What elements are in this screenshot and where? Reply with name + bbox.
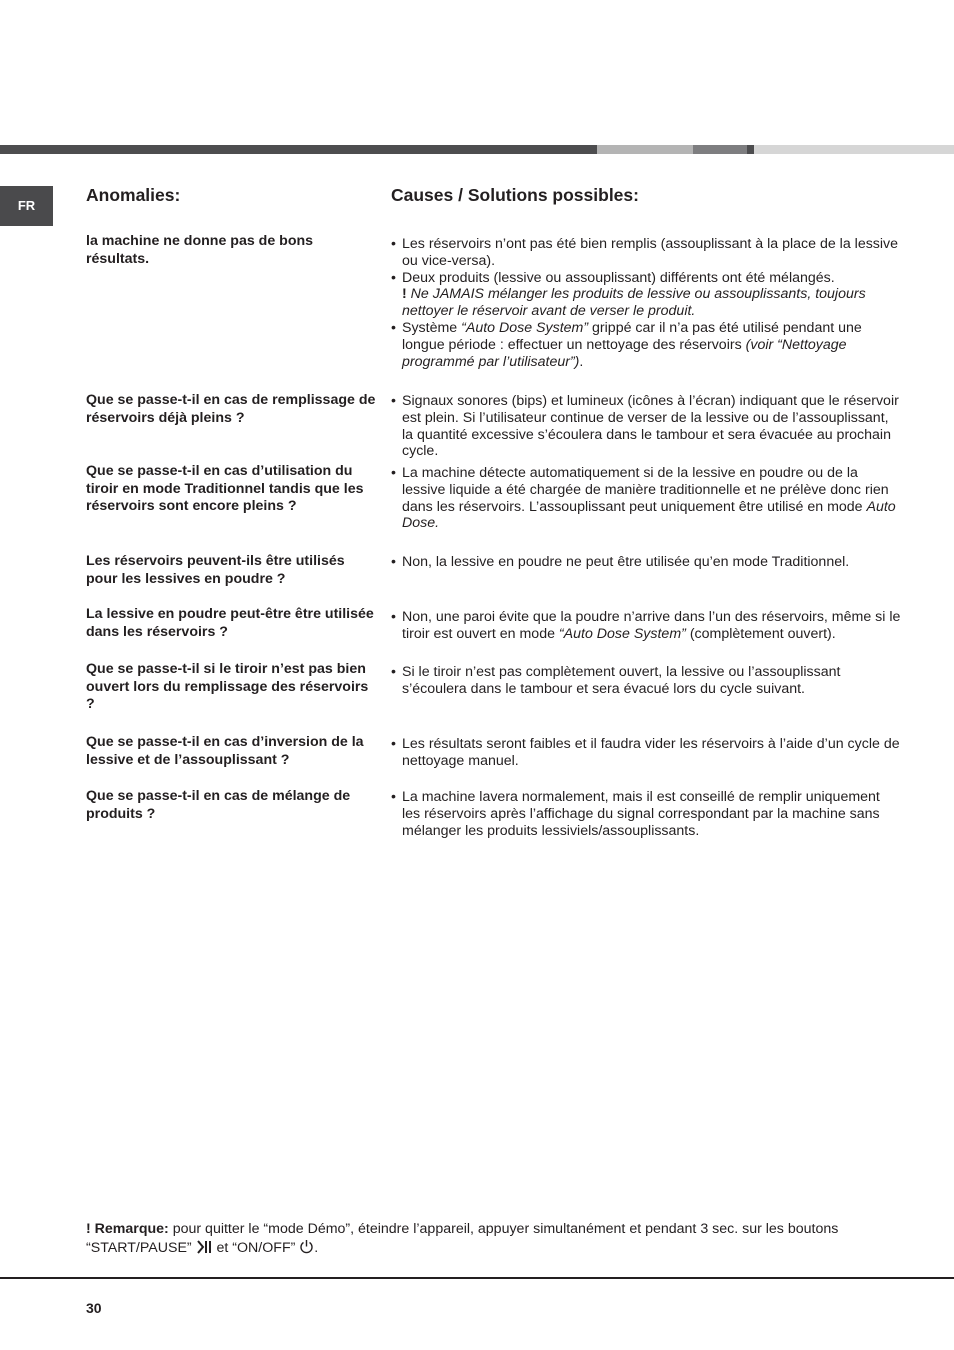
solution-list [391,465,901,532]
warning-text: ! Ne JAMAIS mélanger les produits de lessive ou assouplissants, toujours nettoyer le réservoir avant de verser le produit. [402,286,866,320]
remark-label: ! Remarque: [86,1221,169,1237]
remark-note: ! Remarque: pour quitter le “mode Démo”, éteindre l’appareil, appuyer simultanément et pendant 3 sec. sur les boutons “START/PAUSE” et “ON/OFF” . [86,1221,839,1256]
solution-item: • Deux produits (lessive ou assouplissant) différents ont été mélangés. ! Ne JAMAIS mélanger les produits de lessive ou assouplissants, toujours nettoyer le réservoir avant de verser le produit. [391,269,866,320]
anomaly-question: Que se passe-t-il si le tiroir n’est pas bien ouvert lors du remplissage des réservoirs ? [86,661,369,713]
solution-list [391,664,901,698]
power-icon [299,1239,314,1254]
solution-item: • La machine lavera normalement, mais il est conseillé de remplir uniquement les réservoirs après l’affichage du signal correspondant par la machine sans mélanger les produits lessiviels/assouplissants. [391,789,880,839]
anomaly-question: la machine ne donne pas de bons résultats. [86,233,314,267]
anomaly-question: Que se passe-t-il en cas de remplissage de réservoirs déjà pleins ? [86,392,376,426]
play-pause-icon [196,1240,213,1254]
page-number: 30 [86,1300,102,1316]
solution-list [391,236,901,370]
anomalies-heading: Anomalies: [86,185,181,205]
anomaly-question: Les réservoirs peuvent-ils être utilisés pour les lessives en poudre ? [86,553,345,587]
causes-heading: Causes / Solutions possibles: [391,185,639,205]
solution-item: • Les réservoirs n’ont pas été bien remplis (assouplissant à la place de la lessive ou vice-versa). [391,236,899,269]
anomaly-question: La lessive en poudre peut-être être utilisée dans les réservoirs ? [86,606,374,640]
solution-list [391,736,901,770]
footer-rule [0,1277,954,1279]
solution-item: • La machine détecte automatiquement si de la lessive en poudre ou de la lessive liquide a été chargée de manière traditionnelle et ne prélève donc rien dans les réservoirs. L’assouplissant peut uniquement être utilisé en mode Auto Dose. [391,465,896,532]
header-color-bar [0,145,954,154]
solution-list [391,393,901,460]
solution-list [391,789,901,839]
solution-item: • Système “Auto Dose System” grippé car il n’a pas été utilisé pendant une longue période : effectuer un nettoyage des réservoirs (voir “Nettoyage programmé par l’utilisateur”). [391,319,862,370]
anomaly-question: Que se passe-t-il en cas de mélange de produits ? [86,788,351,822]
anomaly-question: Que se passe-t-il en cas d’utilisation du tiroir en mode Traditionnel tandis que les réservoirs sont encore pleins ? [86,463,364,515]
solution-item: • Signaux sonores (bips) et lumineux (icônes à l’écran) indiquant que le réservoir est plein. Si l’utilisateur continue de verser de la lessive ou de l’assouplissant, la quantité excessive s’écoulera dans le tambour et sera évacuée au prochain cycle. [391,393,899,460]
language-tab: FR [0,186,53,226]
solution-item: • Les résultats seront faibles et il faudra vider les réservoirs à l’aide d’un cycle de nettoyage manuel. [391,736,900,769]
solution-list [391,609,901,643]
anomaly-question: Que se passe-t-il en cas d’inversion de la lessive et de l’assouplissant ? [86,734,364,768]
solution-list [391,554,901,571]
solution-item: • Non, une paroi évite que la poudre n’arrive dans l’un des réservoirs, même si le tiroir est ouvert en mode “Auto Dose System” (complètement ouvert). [391,609,901,642]
solution-item: • Non, la lessive en poudre ne peut être utilisée qu’en mode Traditionnel. [391,554,850,570]
solution-item: • Si le tiroir n’est pas complètement ouvert, la lessive ou l’assouplissant s’écoulera dans le tambour et sera évacué lors du cycle suivant. [391,664,841,697]
